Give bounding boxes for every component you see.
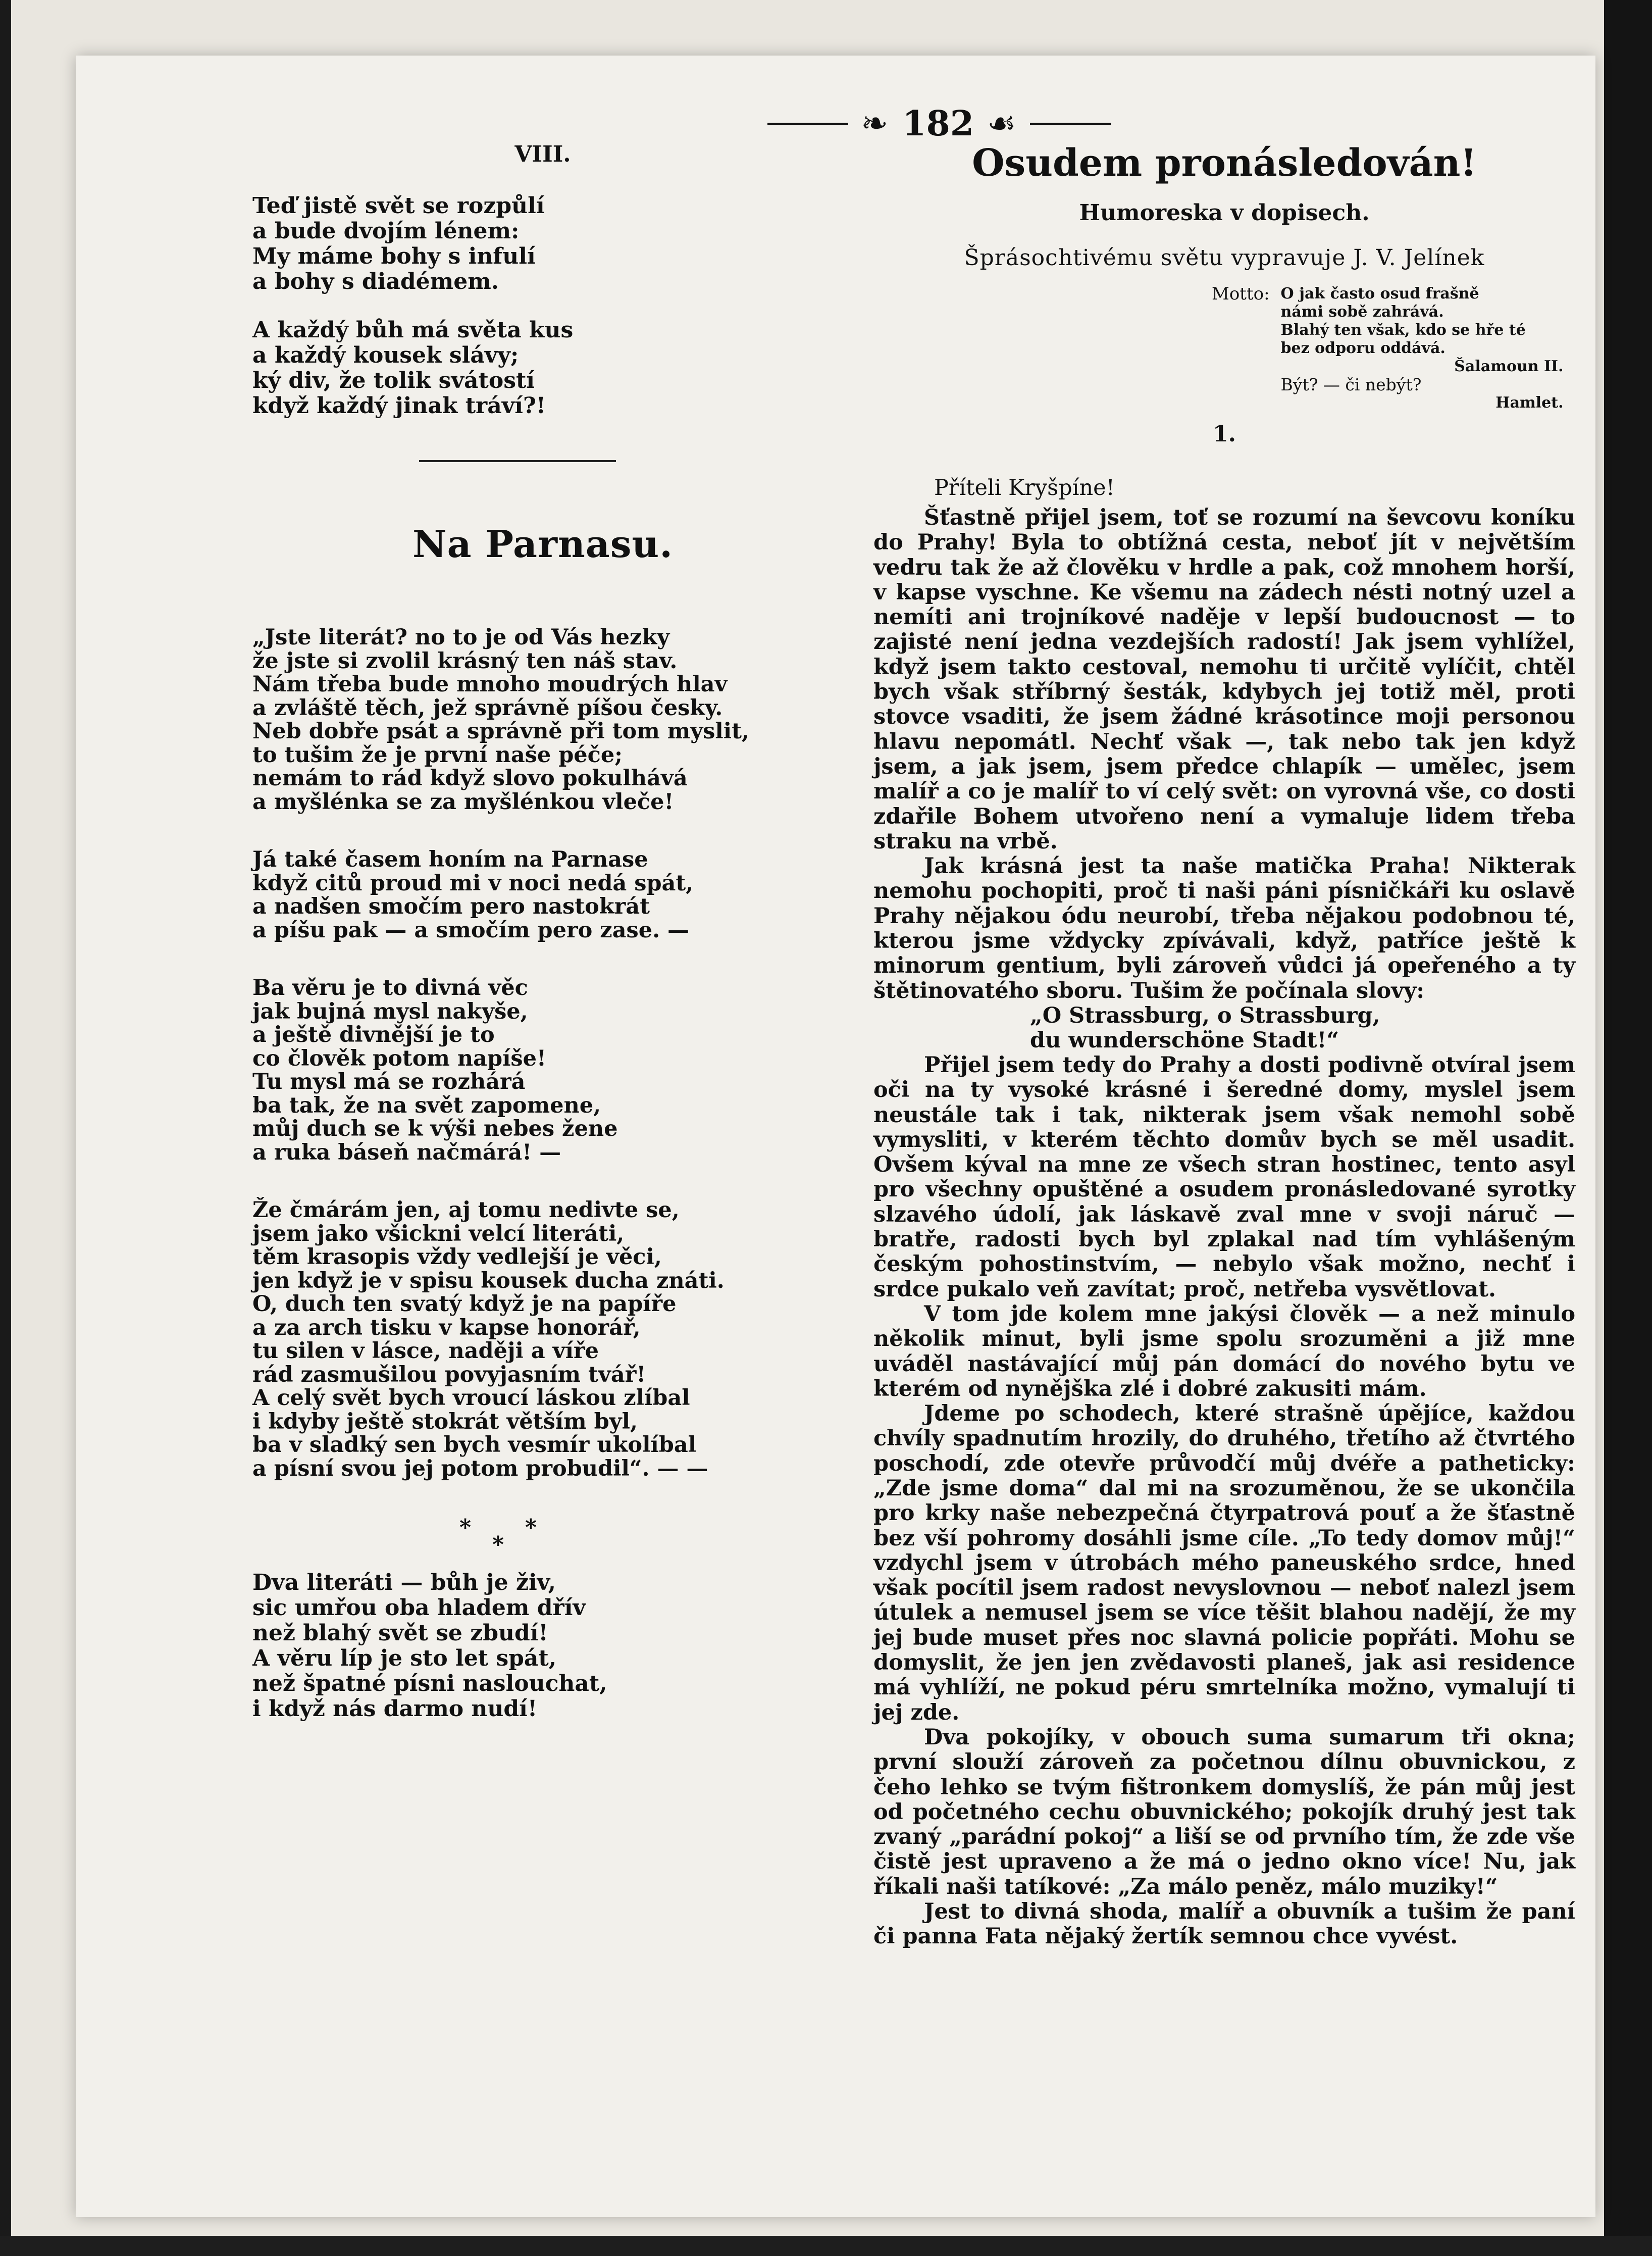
verse-line: Teď jistě svět se rozpůlí: [252, 193, 545, 219]
verse-line: rád zasmušilou povyjasním tvář!: [252, 1362, 646, 1387]
asterisk: *: [492, 1532, 504, 1558]
letter-body: [873, 506, 1575, 1949]
verse-line: Neb dobře psát a správně při tom myslit,: [252, 719, 749, 744]
motto-quote: Být? — či nebýt?: [1280, 375, 1422, 394]
verse-line: Tu mysl má se rozhárá: [252, 1069, 526, 1094]
poem-title: Na Parnasu.: [412, 523, 673, 566]
poem-viii: [252, 193, 833, 419]
verse-line: těm krasopis vždy vedlejší je věci,: [252, 1244, 662, 1270]
verse-line: My máme bohy s infulí: [252, 243, 536, 269]
verse-line: i když nás darmo nudí!: [252, 1696, 538, 1722]
verse-line: ký div, že tolik svátostí: [252, 368, 535, 393]
verse-line: sic umřou oba hladem dřív: [252, 1595, 586, 1621]
motto-line: bez odporu oddává.: [1280, 339, 1446, 357]
verse-line: Dva literáti — bůh je živ,: [252, 1570, 556, 1595]
verse-line: A celý svět bych vroucí láskou zlíbal: [252, 1385, 690, 1411]
asterisk: *: [459, 1515, 472, 1540]
section-number: VIII.: [514, 141, 571, 167]
page-number: 182: [902, 104, 974, 144]
verse-line: „Jste literát? no to je od Vás hezky: [252, 625, 670, 650]
paragraph: V tom jde kolem mne jakýsi člověk — a než minulo několik minut, byli jsme spolu srozuměni a již mne uváděl nastávající můj pán domácí do nového bytu ve kterém od nynějška zlé i dobré zakusiti mám.: [873, 1301, 1575, 1401]
newspaper-page: [76, 56, 1595, 2217]
stanza: [252, 318, 833, 419]
section-divider: [419, 460, 616, 462]
paragraph: Šťastně přijel jsem, toť se rozumí na ševcovu koníku do Prahy! Byla to obtížná cesta, neboť jít v největším vedru tak že až člověku v hrdle a pak, což mnohem horší, v kapse vyschne. Ke všemu na zádech nésti notný uzel a nemíti ani trojníkové naděje v lepší budoucnost — to zajisté není jedna vezdejších radostí! Jak jsem vyhlížel, když jsem takto cestoval, nemohu ti určitě vylíčit, chtěl bych však stříbrný šesták, kdybych jej totiž měl, proti stovce vsaditi, že jsem žádné krásotince moji personou hlavu nepomátl. Nechť však —, tak nebo tak jen když jsem, a jak jsem, jsem předce chlapík — umělec, jsem malíř a co je malíř to ví celý svět: on vyrovná vše, co dosti zdařile Bohem utvořeno není a vymaluje lidem třeba straku na vrbě.: [873, 505, 1575, 854]
scan-edge-bottom: [0, 2236, 1652, 2256]
verse-line: tu silen v lásce, naději a víře: [252, 1338, 599, 1364]
verse-line: když citů proud mi v noci nedá spát,: [252, 870, 694, 896]
poem-final-stanza: [252, 1570, 833, 1722]
verse-line: a píšu pak — a smočím pero zase. —: [252, 917, 690, 943]
verse-line: a ještě divnější je to: [252, 1022, 495, 1047]
motto-block: [1212, 285, 1575, 412]
verse-line: a zvláště těch, jež správně píšou česky.: [252, 695, 723, 721]
verse-line: O, duch ten svatý když je na papíře: [252, 1291, 677, 1317]
motto-line: Blahý ten však, kdo se hře té: [1280, 321, 1526, 339]
verse-line: Že čmárám jen, aj tomu nedivte se,: [252, 1197, 680, 1223]
verse-line: že jste si zvolil krásný ten náš stav.: [252, 648, 678, 674]
stanza: [252, 848, 833, 942]
motto-source: Šalamoun II.: [1454, 358, 1564, 375]
verse-line: A každý bůh má světa kus: [252, 317, 574, 343]
stanza: [252, 976, 833, 1164]
verse-line: a ruka báseň načmárá! —: [252, 1139, 561, 1165]
article-subtitle: Humoreska v dopisech.: [1079, 200, 1370, 226]
letter-number: 1.: [1213, 421, 1236, 447]
article-author-line: Šprásochtivému světu vypravuje J. V. Jelínek: [964, 245, 1485, 271]
verse-line: nemám to rád když slovo pokulhává: [252, 766, 688, 791]
motto-body: [1281, 285, 1564, 412]
paragraph: Jdeme po schodech, které strašně úpějíce, každou chvíly spadnutím hrozily, do druhého, třetího až čtvrtého poschodí, zde otevře průvodčí můj dvéře a patheticky: „Zde jsme doma“ dal mi na srozuměnou, že se ukončila pro krky naše nebezpečná čtyrpatrová pouť a že šťastně bez vší pohromy dosáhli jsme cíle. „To tedy domov můj!“ vzdychl jsem v útrobách mého paneuského srdce, hned však pocítil jsem radost nevyslovnou — neboť nalezl jsem útulek a nemusel jsem se více těšit blahou nadějí, že my jej bude muset přes noc slavná policie popřáti. Mohu se domyslit, že jen jen zvědavosti planeš, jak asi residence má vyhlíží, ne pokud péru smrtelníka možno, vymalují ti jej zde.: [873, 1401, 1575, 1725]
verse-line: a písní svou jej potom probudil“. — —: [252, 1456, 708, 1481]
motto-line: námi sobě zahrává.: [1280, 303, 1444, 321]
verse-line: můj duch se k výši nebes žene: [252, 1116, 618, 1141]
asterism: [252, 1515, 833, 1570]
verse-line: a bohy s diadémem.: [252, 269, 499, 294]
paragraph: Jest to divná shoda, malíř a obuvník a tušim že paní či panna Fata nějaký žertík semnou chce vyvést.: [873, 1899, 1575, 1949]
verse-line: a nadšen smočím pero nastokrát: [252, 894, 650, 919]
scan-edge-right: [1604, 0, 1652, 2256]
verse-line: než blahý svět se zbudí!: [252, 1620, 548, 1646]
verse-line: ba v sladký sen bych vesmír ukolíbal: [252, 1432, 697, 1458]
stanza: [252, 626, 833, 814]
asterisk: *: [525, 1515, 537, 1540]
poem-na-parnasu: [252, 626, 833, 1480]
ornament-right-icon: ☙: [987, 105, 1017, 142]
motto-source-2: Hamlet.: [1495, 394, 1564, 412]
song-quote: [1030, 1004, 1575, 1053]
verse-line: jen když je v spisu kousek ducha znáti.: [252, 1268, 725, 1293]
verse-line: jak bujná mysl nakyše,: [252, 998, 528, 1024]
verse-line: Ba věru je to divná věc: [252, 975, 528, 1000]
paragraph: Jak krásná jest ta naše matička Praha! Nikterak nemohu pochopiti, proč ti naši páni písničkáři ku oslavě Prahy nějakou ódu neurobí, třeba nějakou podobnou té, kterou jsme vždycky zpívávali, když, patříce ještě k minorum gentium, byli zároveň vůdci já opeřeného a ty štětinovatého sboru. Tušim že počínala slovy:: [873, 854, 1575, 1004]
article-title: Osudem pronásledován!: [972, 141, 1477, 185]
verse-line: A věru líp je sto let spát,: [252, 1645, 557, 1671]
header-rule-right: [1030, 123, 1111, 125]
verse-line: to tušim že je první naše péče;: [252, 742, 623, 768]
right-column: [873, 141, 1575, 1949]
verse-line: jsem jako všickni velcí literáti,: [252, 1221, 625, 1246]
paragraph: Dva pokojíky, v obouch suma sumarum tři okna; první slouží zároveň za početnou dílnu obuvnickou, z čeho lehko se tvým fištronkem domyslíš, že pán můj jest od početného cechu obuvnického; pokojík druhý jest tak zvaný „parádní pokoj“ a liší se od prvního tím, že zde vše čistě jest upraveno a že má o jedno okno více! Nu, jak říkali naši tatíkové: „Za málo peněz, málo muziky!“: [873, 1724, 1575, 1899]
letter-greeting: Příteli Kryšpíne!: [934, 475, 1115, 500]
verse-line: když každý jinak tráví?!: [252, 393, 546, 419]
stanza: [252, 1198, 833, 1480]
verse-line: Nám třeba bude mnoho moudrých hlav: [252, 672, 728, 697]
motto-line: O jak často osud frašně: [1280, 285, 1479, 303]
left-column: [252, 141, 833, 1745]
header-rule-left: [767, 123, 848, 125]
verse-line: ba tak, že na svět zapomene,: [252, 1092, 601, 1118]
paragraph: Přijel jsem tedy do Prahy a dosti podivně otvíral jsem oči na ty vysoké krásné i šeredné domy, myslel jsem neustále tak i tak, nikterak jsem však nemohl sobě vymysliti, v kterém těchto domův bych se měl usadit. Ovšem kýval na mne ze všech stran hostinec, tento asyl pro všechny opuštěné a osudem pronásledované syrotky slzavého údolí, jak láskavě zval mne v svoji náruč — bratře, radosti bych byl zplakal nad tím vyhlášeným českým pohostinstvím, — nebylo však možno, nechť i srdce pukalo veň zavítat; proč, netřeba vysvětlovat.: [873, 1052, 1575, 1302]
verse-line: a myšlénka se za myšlénkou vleče!: [252, 789, 674, 815]
verse-line: a bude dvojím lénem:: [252, 218, 520, 244]
motto-label: Motto:: [1212, 284, 1270, 304]
scan-edge-left: [0, 0, 11, 2256]
verse-line: než špatné písni naslouchat,: [252, 1671, 607, 1696]
verse-line: Já také časem honím na Parnase: [252, 847, 648, 872]
verse-line: i kdyby ještě stokrát větším byl,: [252, 1409, 638, 1434]
verse-line: co člověk potom napíše!: [252, 1045, 546, 1071]
quote-line: „O Strassburg, o Strassburg,: [1030, 1002, 1380, 1028]
stanza: [252, 193, 833, 294]
ornament-left-icon: ❧: [861, 105, 890, 142]
verse-line: a za arch tisku v kapse honorář,: [252, 1315, 641, 1340]
verse-line: a každý kousek slávy;: [252, 342, 519, 368]
quote-line: du wunderschöne Stadt!“: [1030, 1027, 1339, 1053]
